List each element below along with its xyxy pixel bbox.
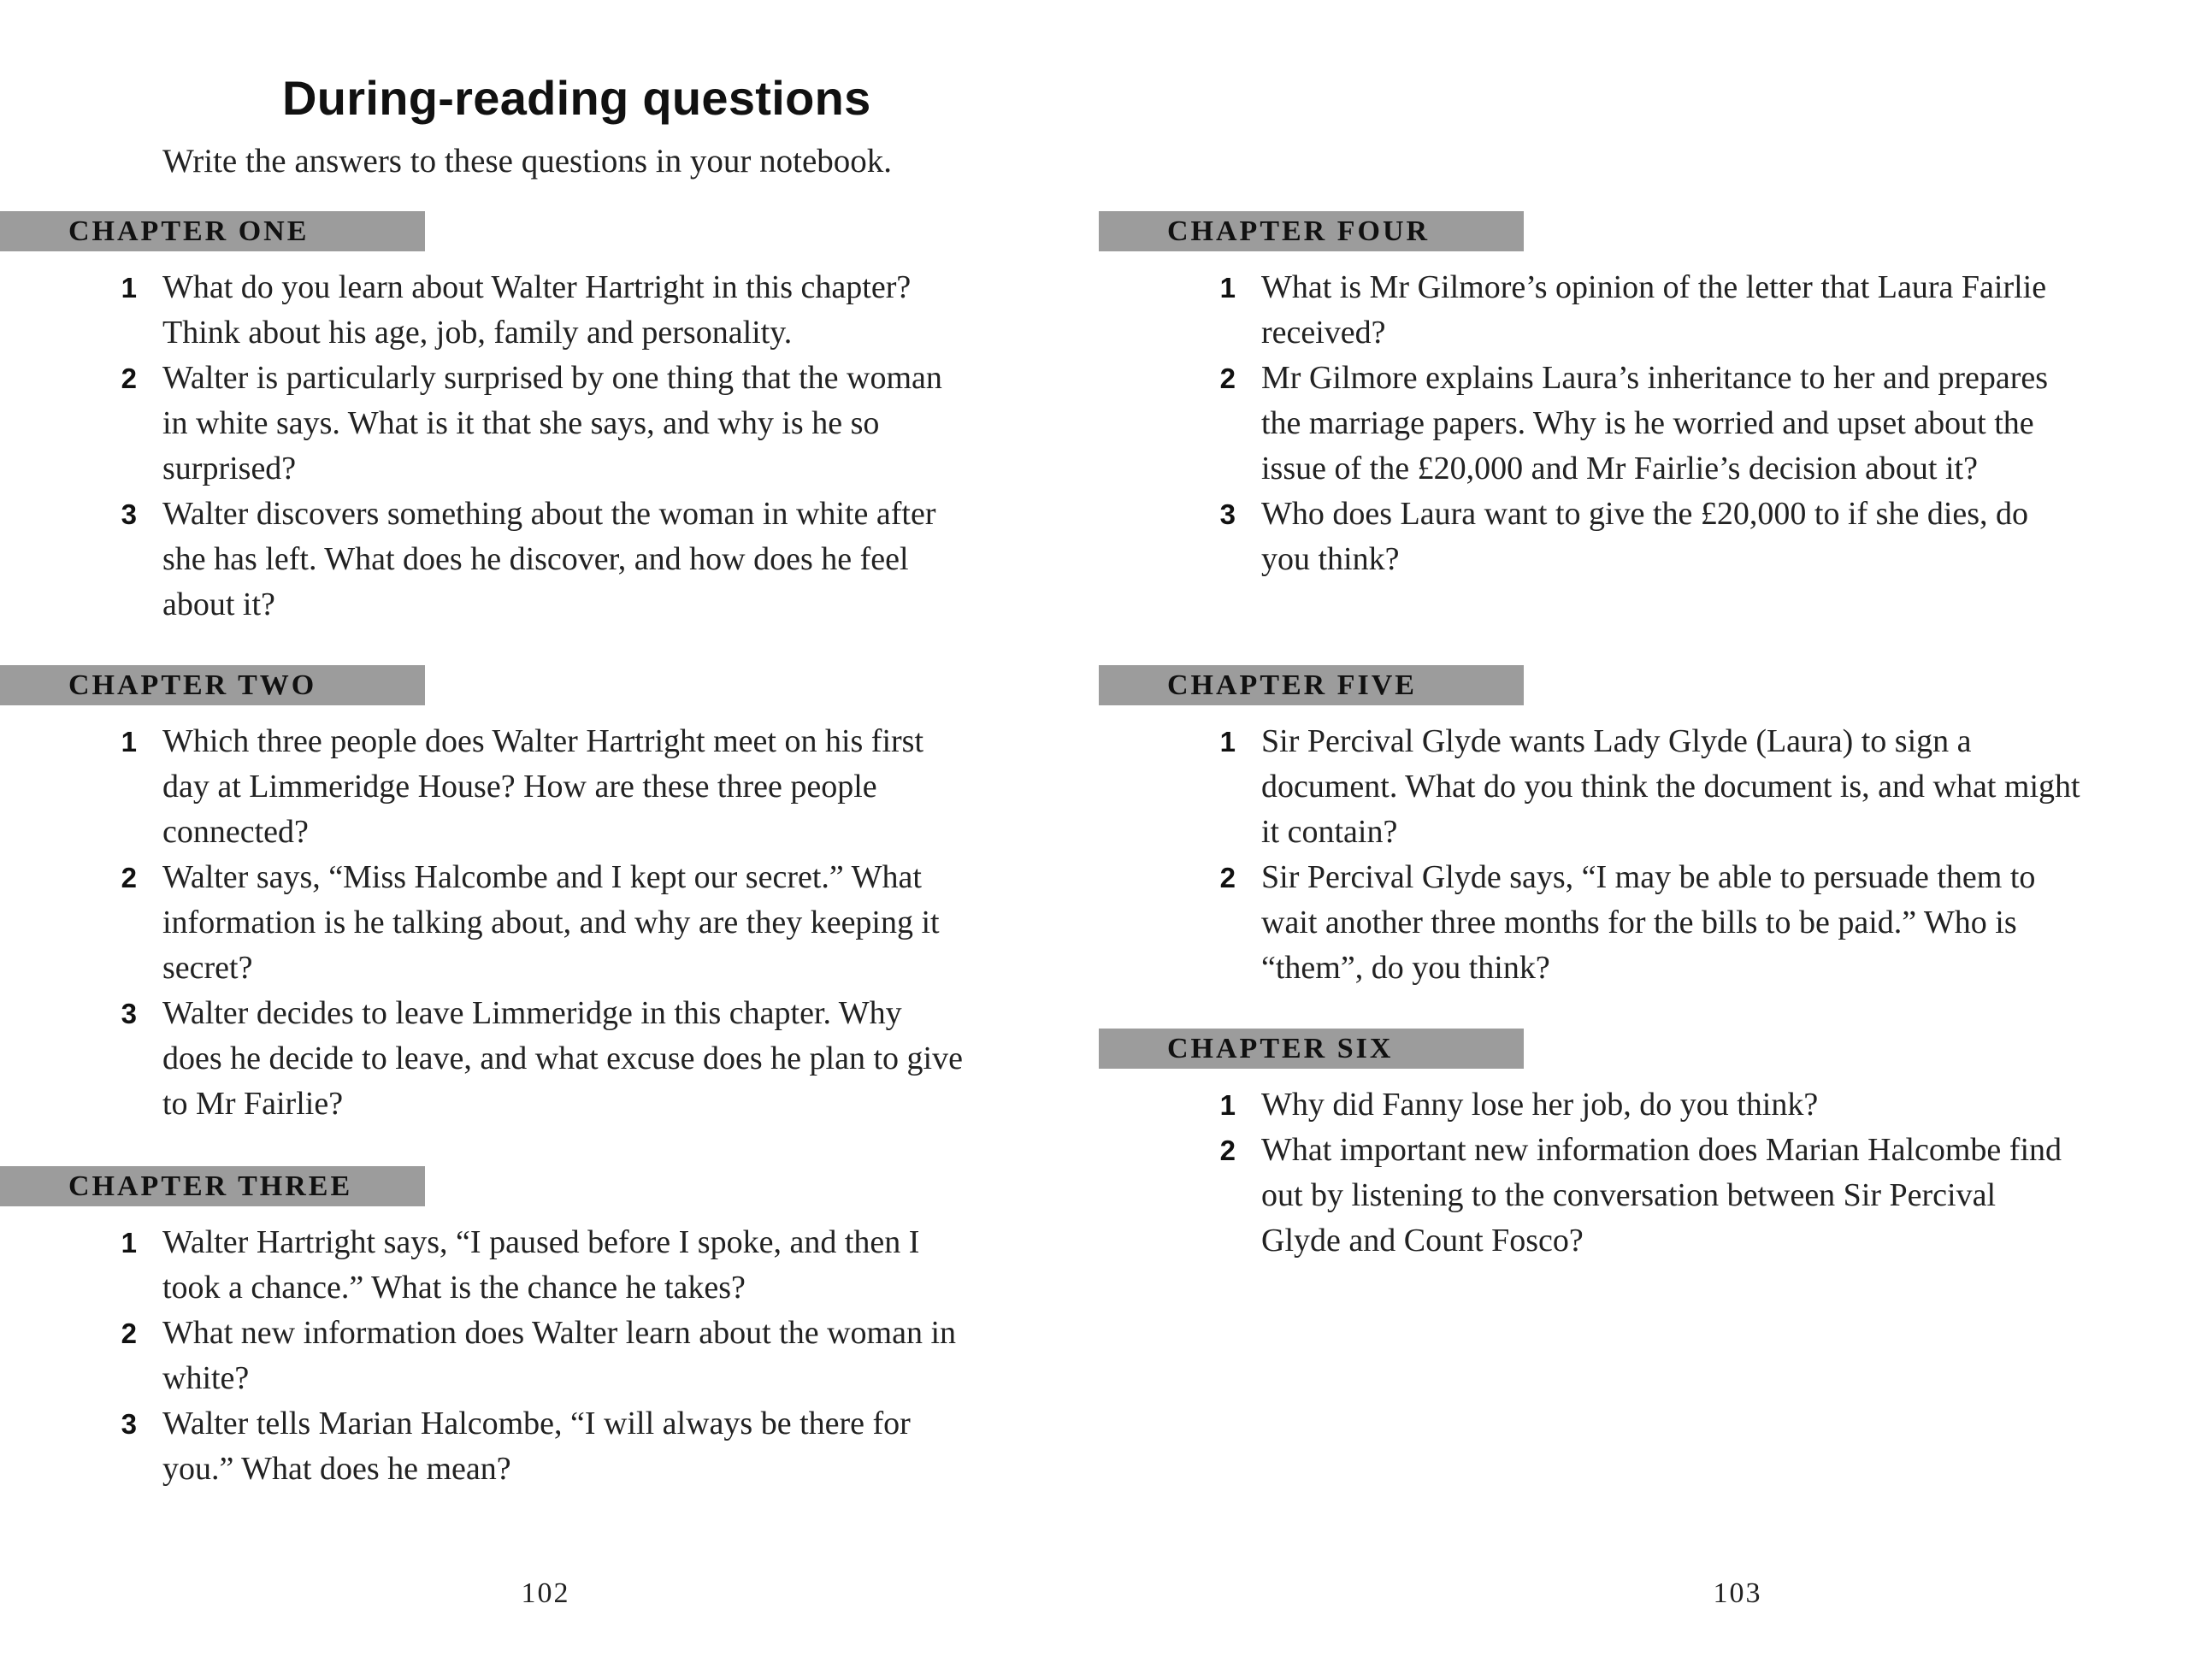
question-number: 2 xyxy=(121,862,137,893)
question-text: Sir Percival Glyde wants Lady Glyde (Laura) to sign a document. What do you think the document is, and what might it contain? xyxy=(1261,723,2080,850)
question-text: Walter Hartright says, “I paused before I spoke, and then I took a chance.” What is the chance he takes? xyxy=(162,1224,920,1306)
question-item xyxy=(0,492,983,628)
question-text: Walter says, “Miss Halcombe and I kept our secret.” What information is he talking about, and why are they keeping it secret? xyxy=(162,859,940,986)
question-number: 2 xyxy=(121,1317,137,1349)
question-list xyxy=(1094,1082,2121,1264)
question-list xyxy=(1094,719,2121,991)
chapter-three-section xyxy=(0,1166,983,1492)
right-page xyxy=(1094,0,2189,1680)
question-number: 1 xyxy=(1219,272,1236,304)
question-number: 1 xyxy=(1219,1089,1236,1121)
question-number: 1 xyxy=(121,726,137,757)
question-text: Which three people does Walter Hartright meet on his first day at Limmeridge House? How are these three people connected? xyxy=(162,723,924,850)
chapter-two-section xyxy=(0,665,983,1127)
chapter-heading: CHAPTER FIVE xyxy=(1099,665,1524,705)
question-text: What do you learn about Walter Hartright in this chapter? Think about his age, job, family and personality. xyxy=(162,269,912,351)
chapter-heading: CHAPTER FOUR xyxy=(1099,211,1524,251)
chapter-heading: CHAPTER SIX xyxy=(1099,1029,1524,1069)
question-item xyxy=(1094,265,2121,356)
question-item xyxy=(1094,356,2121,492)
question-text: Why did Fanny lose her job, do you think? xyxy=(1261,1087,1819,1123)
question-item xyxy=(0,1401,983,1492)
question-text: Walter tells Marian Halcombe, “I will always be there for you.” What does he mean? xyxy=(162,1406,911,1487)
question-text: Walter discovers something about the woman in white after she has left. What does he discover, and how does he feel about it? xyxy=(162,496,936,622)
question-text: Walter decides to leave Limmeridge in this chapter. Why does he decide to leave, and what excuse does he plan to give to Mr Fairlie? xyxy=(162,995,963,1122)
question-item xyxy=(0,719,983,855)
page-title: During-reading questions xyxy=(282,71,871,125)
question-item xyxy=(0,265,983,356)
question-list xyxy=(0,1220,983,1492)
question-text: What important new information does Marian Halcombe find out by listening to the conversation between Sir Percival Glyde and Count Fosco? xyxy=(1261,1132,2062,1259)
question-number: 1 xyxy=(121,1227,137,1259)
question-text: Mr Gilmore explains Laura’s inheritance to her and prepares the marriage papers. Why is he worried and upset about the issue of the £20,000 and Mr Fairlie’s decision about it? xyxy=(1261,360,2049,486)
question-item xyxy=(0,855,983,991)
question-number: 3 xyxy=(1219,498,1236,530)
chapter-heading: CHAPTER THREE xyxy=(0,1166,425,1206)
question-text: What new information does Walter learn about the woman in white? xyxy=(162,1315,957,1396)
left-page xyxy=(0,0,1094,1680)
question-item xyxy=(0,1311,983,1401)
chapter-heading: CHAPTER TWO xyxy=(0,665,425,705)
question-item xyxy=(1094,492,2121,582)
chapter-heading: CHAPTER ONE xyxy=(0,211,425,251)
question-item xyxy=(0,991,983,1127)
chapter-five-section xyxy=(1094,665,2121,991)
question-text: Sir Percival Glyde says, “I may be able to persuade them to wait another three months for the bills to be paid.” Who is “them”, do you think? xyxy=(1261,859,2036,986)
question-text: Walter is particularly surprised by one thing that the woman in white says. What is it that she says, and why is he so surprised? xyxy=(162,360,942,486)
page-number: 102 xyxy=(521,1577,570,1609)
question-item xyxy=(1094,719,2121,855)
question-list xyxy=(1094,265,2121,582)
chapter-six-section xyxy=(1094,1029,2121,1264)
question-item xyxy=(1094,1128,2121,1264)
question-item xyxy=(0,1220,983,1311)
question-item xyxy=(0,356,983,492)
question-text: What is Mr Gilmore’s opinion of the letter that Laura Fairlie received? xyxy=(1261,269,2047,351)
question-list xyxy=(0,265,983,628)
question-number: 3 xyxy=(121,998,137,1029)
question-number: 1 xyxy=(121,272,137,304)
question-item xyxy=(1094,855,2121,991)
question-number: 3 xyxy=(121,1408,137,1440)
intro-text: Write the answers to these questions in your notebook. xyxy=(162,143,893,180)
question-number: 2 xyxy=(1219,862,1236,893)
question-number: 3 xyxy=(121,498,137,530)
page-number: 103 xyxy=(1713,1577,1762,1609)
question-text: Who does Laura want to give the £20,000 to if she dies, do you think? xyxy=(1261,496,2029,577)
question-item xyxy=(1094,1082,2121,1128)
chapter-one-section xyxy=(0,211,983,628)
question-number: 2 xyxy=(1219,1135,1236,1166)
question-number: 2 xyxy=(121,363,137,394)
chapter-four-section xyxy=(1094,211,2121,582)
question-number: 1 xyxy=(1219,726,1236,757)
question-number: 2 xyxy=(1219,363,1236,394)
question-list xyxy=(0,719,983,1127)
